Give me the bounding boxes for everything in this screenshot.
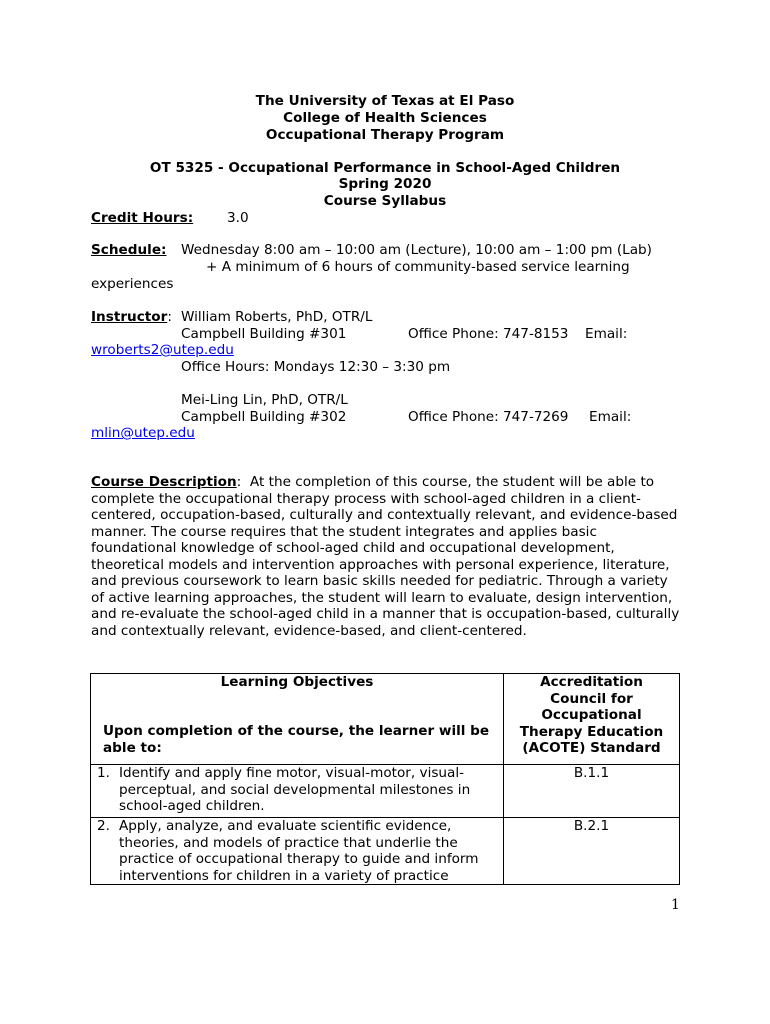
objective-number: 1. [97,765,110,781]
acote-title: Accreditation Council for Occupational Therapy Education (ACOTE) Standard [519,674,664,757]
standard-value: B.2.1 [573,818,610,834]
credit-hours-label: Credit Hours: [91,210,194,226]
schedule-line-3: experiences [91,276,174,292]
instructor-1-phone: Office Phone: 747-8153 [408,326,569,342]
standard-value: B.1.1 [573,765,610,781]
objective-text: Apply, analyze, and evaluate scientific evidence, theories, and models of practice that underlie the practice of occupational therapy to guide and inform interventions for children in a variety of practice [119,818,479,884]
credit-hours-value: 3.0 [227,210,249,226]
instructor-2-name: Mei-Ling Lin, PhD, OTR/L [181,392,348,408]
course-description: Course Description: At the completion of this course, the student will be able to complete the occupational therapy process with school-aged children in a client-centered, occupation-based, culturally and contextually relevant, and evidence-based manner. The course requires that the student integrates and applies basic foundational knowledge of school-aged child and occupational development, theoretical models and intervention approaches with personal experience, literature, and previous coursework to learn basic skills needed for pediatric. Through a variety of active learning approaches, the student will learn to evaluate, design intervention, and re-evaluate the school-aged child in a manner that is occupation-based, culturally and contextually relevant, evidence-based, and client-centered. [91,474,680,639]
instructor-2-phone: Office Phone: 747-7269 [408,409,569,425]
instructor-1-name: William Roberts, PhD, OTR/L [181,309,373,325]
objective-cell [91,765,504,818]
instructor-label: Instructor [91,309,168,325]
instructor-2-building: Campbell Building #302 [181,409,347,425]
acote-header-cell [504,674,680,765]
page-number: 1 [671,897,680,913]
instructor-label-wrap: Instructor: [91,309,172,325]
term: Spring 2020 [338,176,432,192]
course-description-label: Course Description [91,474,237,490]
table-row [91,818,680,885]
instructor-2-email-label: Email: [589,409,632,425]
document-type: Course Syllabus [323,193,447,209]
schedule-line-1: Wednesday 8:00 am – 10:00 am (Lecture), 10:00 am – 1:00 pm (Lab) [181,242,652,258]
objectives-table [90,673,680,885]
objectives-title: Learning Objectives [220,674,374,690]
instructor-2-email-link[interactable]: mlin@utep.edu [91,425,195,441]
schedule-label: Schedule: [91,242,167,258]
objectives-header-row [91,674,680,765]
college-name: College of Health Sciences [283,110,487,126]
course-title: OT 5325 - Occupational Performance in School-Aged Children [149,160,621,176]
objective-cell [91,818,504,885]
objective-text: Identify and apply fine motor, visual-motor, visual-perceptual, and social developmental milestones in school-aged children. [119,765,471,815]
schedule-line-2: + A minimum of 6 hours of community-based service learning [206,259,630,275]
university-name: The University of Texas at El Paso [255,93,515,109]
course-description-text: At the completion of this course, the student will be able to complete the occupational therapy process with school-aged children in a client-centered, occupation-based, culturally and contextually relevant, and evidence-based manner. The course requires that the student integrates and applies basic foundational knowledge of school-aged child and occupational development, theoretical models and intervention approaches with personal experience, literature, and previous coursework to learn basic skills needed for pediatric. Through a variety of active learning approaches, the student will learn to evaluate, design intervention, and re-evaluate the school-aged child in a manner that is occupation-based, culturally and contextually relevant, evidence-based, and client-centered. [91,474,680,639]
objective-number: 2. [97,818,110,834]
standard-cell [504,818,680,885]
objectives-subtitle: Upon completion of the course, the learner will be able to: [103,723,490,756]
standard-cell [504,765,680,818]
instructor-1-email-label: Email: [585,326,628,342]
table-row [91,765,680,818]
instructor-1-building: Campbell Building #301 [181,326,347,342]
instructor-1-email-link[interactable]: wroberts2@utep.edu [91,342,234,358]
program-name: Occupational Therapy Program [265,127,505,143]
objectives-header-cell [91,674,504,765]
instructor-1-office-hours: Office Hours: Mondays 12:30 – 3:30 pm [181,359,451,375]
